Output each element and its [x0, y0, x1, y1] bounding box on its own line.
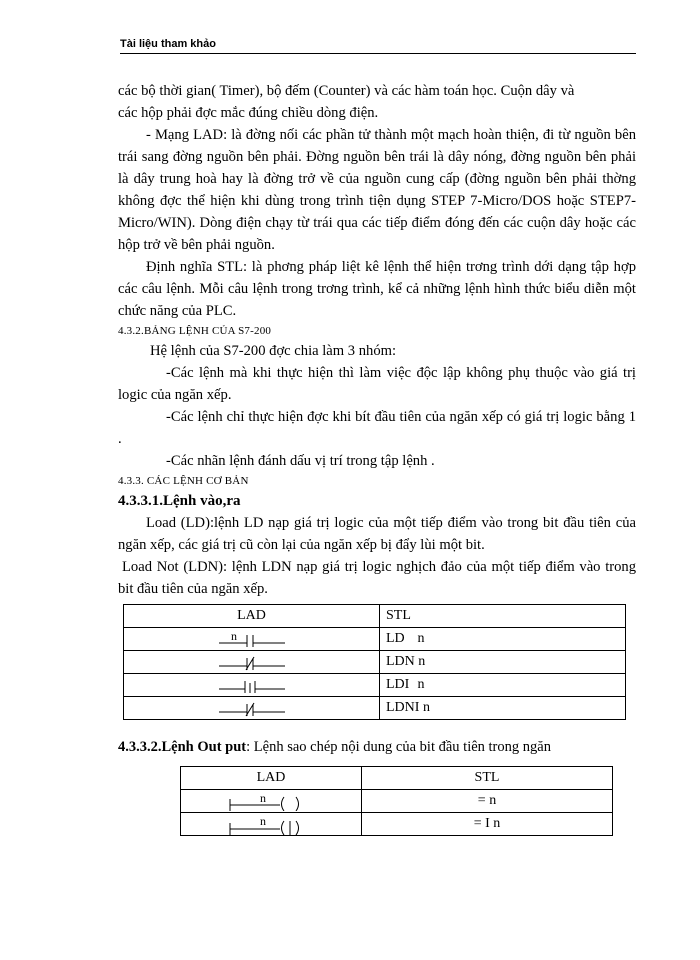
stl-cell	[380, 697, 626, 720]
lad-symbol-cell	[124, 674, 380, 697]
stl-cell: = I n	[362, 813, 613, 836]
stl-arg: n	[422, 700, 430, 715]
paragraph-load-not: Load Not (LDN): lệnh LDN nạp giá trị logic nghịch đảo của một tiếp điểm vào trong bit đầu tiên của ngăn xếp.	[118, 559, 636, 597]
table-header-row	[124, 605, 626, 628]
coil-address-label: n	[260, 814, 266, 828]
table-row	[181, 790, 613, 813]
paragraph-1-line-2: các hộp phải đợc mắc đúng chiều dòng điện.	[118, 105, 379, 121]
lad-symbol-cell	[181, 790, 362, 813]
output-coil-icon	[226, 791, 316, 811]
lad-symbol-cell	[124, 697, 380, 720]
table-row	[124, 697, 626, 720]
stl-op: LDNI	[386, 700, 420, 715]
paragraph-load: Load (LD):lệnh LD nạp giá trị logic của một tiếp điểm vào trong bit đầu tiên của ngăn xếp, các giá trị cũ còn lại của ngăn xếp bị đẩy lùi một bit.	[118, 515, 636, 553]
stl-arg: n	[417, 677, 425, 692]
lad-symbol-cell	[181, 813, 362, 836]
contact-address-label: n	[230, 628, 237, 643]
table-row	[181, 813, 613, 836]
lad-symbol-cell	[124, 651, 380, 674]
stl-cell: = n	[362, 790, 613, 813]
stl-arg: n	[418, 654, 426, 669]
section-heading-4-3-3-2	[118, 736, 636, 758]
immediate-contact-icon	[217, 675, 287, 695]
section-heading-4-3-3-1: 4.3.3.1.Lệnh vào,ra	[118, 493, 241, 509]
page-header: Tài liệu tham khảo	[120, 38, 636, 54]
paragraph-instruction-groups: Hệ lệnh của S7-200 đợc chia làm 3 nhóm:	[150, 343, 397, 359]
lad-stl-table-output	[180, 766, 613, 836]
immediate-output-coil-icon	[226, 813, 316, 835]
immediate-closed-contact-icon	[217, 698, 287, 718]
stl-cell	[380, 651, 626, 674]
paragraph-lad-network: - Mạng LAD: là đờng nối các phần tử thành một mạch hoàn thiện, đi từ nguồn bên trái sang đờng nguồn bên phải. Đờng nguồn bên trái là dây nóng, đờng nguồn bên phải là dây trung hoà hay là đờng trở về của nguồn cung cấp (đờng nguồn bên phải thờng không đợc thể hiện khi dùng trong trình tiện dụng STEP 7-Micro/DOS hoặc STEP7-Micro/WIN). Dòng điện chạy từ trái qua các tiếp điểm đóng đến các cuộn dây hoặc các hộp trở về bên phải nguồn.	[118, 127, 636, 253]
stl-op: LDN	[386, 654, 415, 669]
section-heading-4-3-3: 4.3.3. CÁC LỆNH CƠ BẢN	[118, 475, 249, 487]
stl-cell	[380, 674, 626, 697]
list-item-group-1: -Các lệnh mà khi thực hiện thì làm việc độc lập không phụ thuộc vào giá trị logic của ngăn xếp.	[118, 365, 636, 403]
list-item-group-3: -Các nhãn lệnh đánh dấu vị trí trong tập lệnh .	[166, 453, 435, 469]
stl-op: LDI	[386, 677, 410, 692]
table-row	[124, 628, 626, 651]
table-header-row	[181, 767, 613, 790]
paragraph-1-line-1: các bộ thời gian( Timer), bộ đếm (Counter) và các hàm toán học. Cuộn dây và	[118, 83, 575, 99]
section-heading-4-3-2: 4.3.2.BẢNG LỆNH CỦA S7-200	[118, 325, 272, 337]
paragraph-stl-definition: Định nghĩa STL: là phơng pháp liệt kê lệnh thể hiện trơng trình dới dạng tập hợp các câu lệnh. Mỗi câu lệnh trong trơng trình, kể cả những lệnh hình thức biểu diễn một chức năng của PLC.	[118, 259, 636, 319]
lad-stl-table-load	[123, 604, 626, 720]
table-header-stl: STL	[380, 605, 626, 628]
document-body	[118, 80, 636, 836]
normally-open-contact-icon	[217, 629, 287, 649]
stl-op: LD	[386, 631, 405, 646]
table-header-lad: LAD	[124, 605, 380, 628]
coil-address-label: n	[260, 790, 266, 805]
table-row	[124, 651, 626, 674]
lad-symbol-cell	[124, 628, 380, 651]
stl-arg: n	[417, 631, 425, 646]
section-heading-4-3-3-2-text: : Lệnh sao chép nội dung của bit đầu tiên trong ngăn	[246, 739, 551, 755]
table-row	[124, 674, 626, 697]
table-header-stl: STL	[362, 767, 613, 790]
list-item-group-2: -Các lệnh chỉ thực hiện đợc khi bít đầu tiên của ngăn xếp có giá trị logic bằng 1 .	[118, 409, 636, 447]
table-header-lad: LAD	[181, 767, 362, 790]
normally-closed-contact-icon	[217, 652, 287, 672]
section-heading-4-3-3-2-title: 4.3.3.2.Lệnh Out put	[118, 739, 247, 755]
stl-cell	[380, 628, 626, 651]
